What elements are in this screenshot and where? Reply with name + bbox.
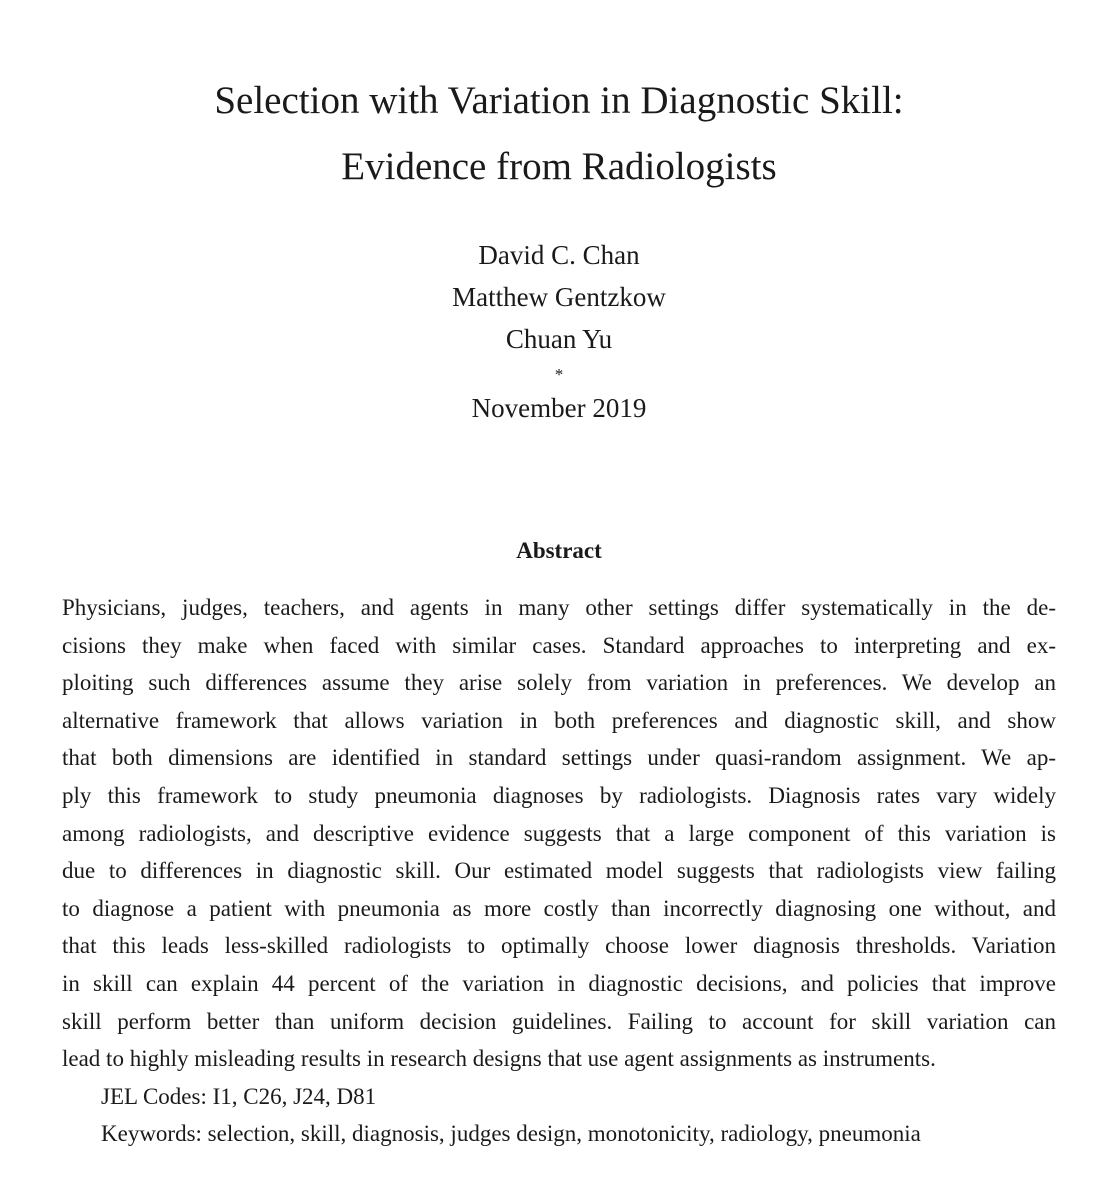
author-name bbox=[0, 234, 1118, 276]
abstract-body bbox=[62, 589, 1056, 1153]
jel-codes: JEL Codes: I1, C26, J24, D81 bbox=[101, 1083, 377, 1109]
title-line-2: Evidence from Radiologists bbox=[341, 145, 777, 188]
keywords: Keywords: selection, skill, diagnosis, judges design, monotonicity, radiology, pneumonia bbox=[101, 1121, 921, 1147]
abstract-line: that this leads less-skilled radiologists to optimally choose lower diagnosis thresholds. Variation bbox=[62, 933, 1056, 959]
footnote-marker: * bbox=[554, 365, 564, 384]
author-name-text: Matthew Gentzkow bbox=[452, 282, 666, 312]
abstract-line: in skill can explain 44 percent of the variation in diagnostic decisions, and policies that improve bbox=[62, 970, 1056, 996]
abstract-line: due to differences in diagnostic skill. Our estimated model suggests that radiologists view failing bbox=[62, 858, 1056, 884]
abstract-line: lead to highly misleading results in research designs that use agent assignments as instruments. bbox=[62, 1046, 936, 1072]
author-name-text: David C. Chan bbox=[478, 240, 640, 270]
author-list bbox=[0, 234, 1118, 402]
title-line-1: Selection with Variation in Diagnostic Skill: bbox=[214, 79, 904, 122]
author-name bbox=[0, 276, 1118, 318]
paper-title bbox=[0, 68, 1118, 200]
abstract-line: ploiting such differences assume they arise solely from variation in preferences. We develop an bbox=[62, 670, 1056, 696]
abstract-line: ply this framework to study pneumonia diagnoses by radiologists. Diagnosis rates vary widely bbox=[62, 782, 1056, 808]
abstract-line: among radiologists, and descriptive evidence suggests that a large component of this variation is bbox=[62, 820, 1056, 846]
abstract-line: alternative framework that allows variation in both preferences and diagnostic skill, and show bbox=[62, 707, 1056, 733]
abstract-line: to diagnose a patient with pneumonia as more costly than incorrectly diagnosing one without, and bbox=[62, 895, 1056, 921]
abstract-heading: Abstract bbox=[516, 538, 602, 563]
publication-date: November 2019 bbox=[471, 393, 647, 423]
abstract-line: Physicians, judges, teachers, and agents in many other settings differ systematically in the de- bbox=[62, 595, 1056, 620]
abstract-line: that both dimensions are identified in standard settings under quasi-random assignment. We ap- bbox=[62, 745, 1056, 771]
author-name-text: Chuan Yu bbox=[505, 324, 613, 354]
abstract-line: cisions they make when faced with similar cases. Standard approaches to interpreting and ex- bbox=[62, 632, 1056, 658]
abstract-line: skill perform better than uniform decision guidelines. Failing to account for skill variation can bbox=[62, 1008, 1056, 1034]
